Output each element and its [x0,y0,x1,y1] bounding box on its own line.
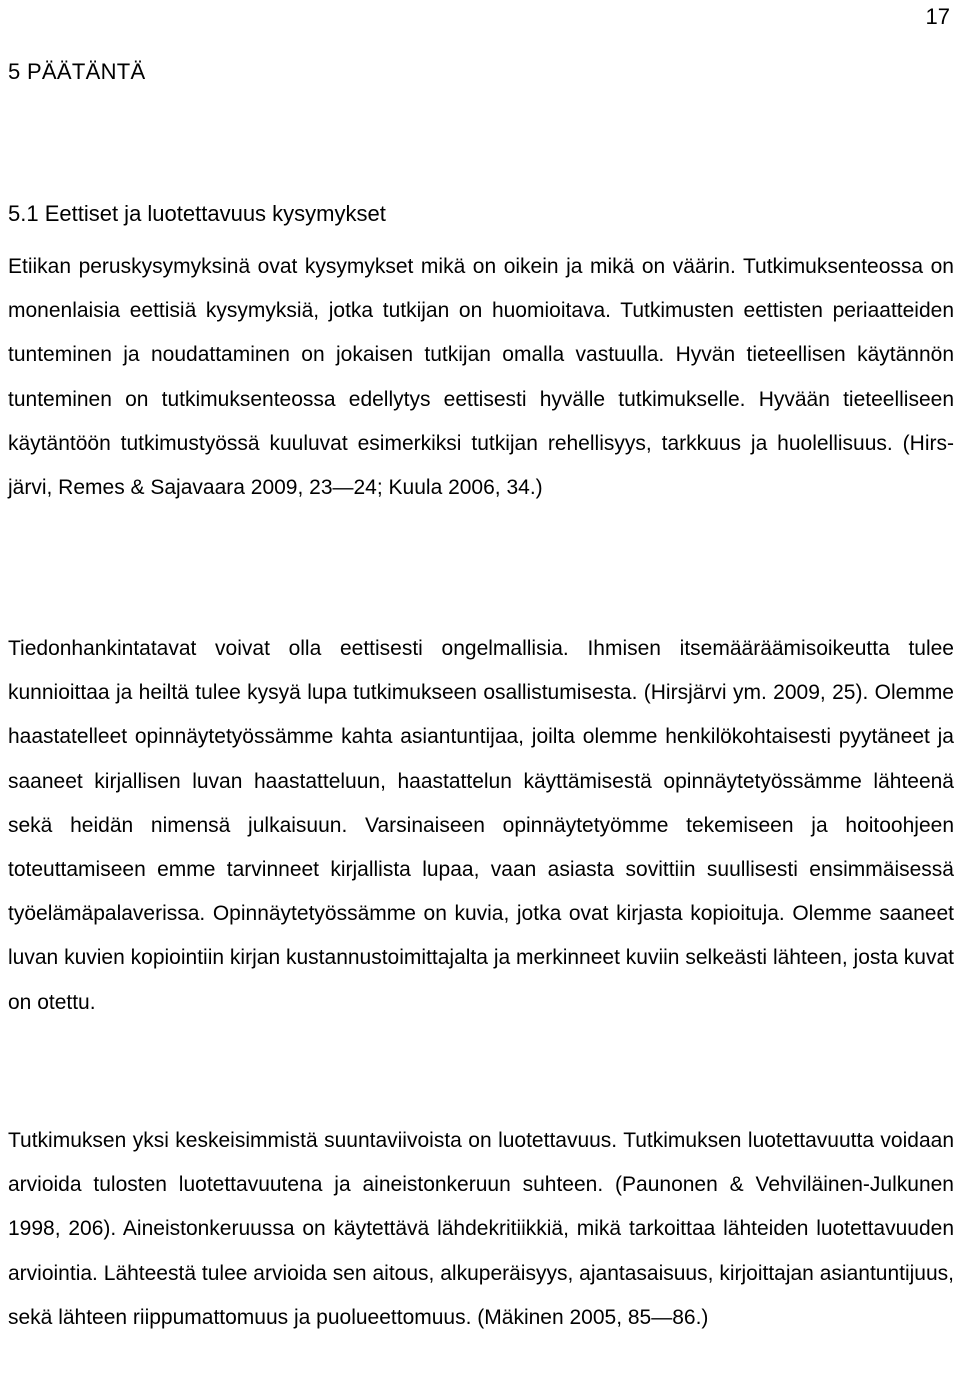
page-number: 17 [925,4,950,29]
paragraph-ethics: Etiikan peruskysymyksinä ovat kysymykset mikä on oikein ja mikä on väärin. Tutkimuksenteossa on monenlaisia eettisiä kysymyksiä, jotka tutkijan on huomioitava. Tutkimusten eettisten periaatteiden tunteminen ja noudattaminen on jokaisen tutkijan omalla vastuulla. Hyvän tieteellisen käytännön tunteminen on tutkimuksenteossa edellytys eettisesti hyvälle tutkimukselle. Hyvään tieteelliseen käytäntöön tutkimustyössä kuuluvat esimerkiksi tutkijan rehellisyys, tarkkuus ja huolellisuus. (Hirsjärvi, Remes & Sajavaara 2009, 23—24; Kuula 2006, 34.) [8,255,954,500]
chapter-title: 5 PÄÄTÄNTÄ [8,59,146,84]
paragraph-reliability: Tutkimuksen yksi keskeisimmistä suuntaviivoista on luotettavuus. Tutkimuksen luotettavuutta voidaan arvioida tulosten luotettavuutena ja aineistonkeruun suhteen. (Paunonen & Vehviläinen-Julkunen 1998, 206). Aineistonkeruussa on käytettävä lähdekritiikkiä, mikä tarkoittaa lähteiden luotettavuuden arviointia. Lähteestä tulee arvioida sen aitous, alkuperäisyys, ajantasaisuus, kirjoittajan asiantuntijuus, sekä lähteen riippumattomuus ja puolueettomuus. (Mäkinen 2005, 85—86.) [8,1129,954,1329]
section-title: 5.1 Eettiset ja luotettavuus kysymykset [8,201,386,226]
paragraph-data-collection: Tiedonhankintatavat voivat olla eettisesti ongelmallisia. Ihmisen itsemääräämisoikeutta tulee kunnioittaa ja heiltä tulee kysyä lupa tutkimukseen osallistumisesta. (Hirsjärvi ym. 2009, 25). Olemme haastatelleet opinnäytetyössämme kahta asiantuntijaa, joilta olemme henkilökohtaisesti pyytäneet ja saaneet kirjallisen luvan haastatteluun, haastattelun käyttämisestä opinnäytetyössämme lähteenä sekä heidän nimensä julkaisuun. Varsinaiseen opinnäytetyömme tekemiseen ja hoitoohjeen toteuttamiseen emme tarvinneet kirjallista lupaa, vaan asiasta sovittiin suullisesti ensimmäisessä työelämäpalaverissa. Opinnäytetyössämme on kuvia, jotka ovat kirjasta kopioituja. Olemme saaneet luvan kuvien kopiointiin kirjan kustannustoimittajalta ja merkinneet kuviin selkeästi lähteen, josta kuvat on otettu. [8,637,954,1014]
